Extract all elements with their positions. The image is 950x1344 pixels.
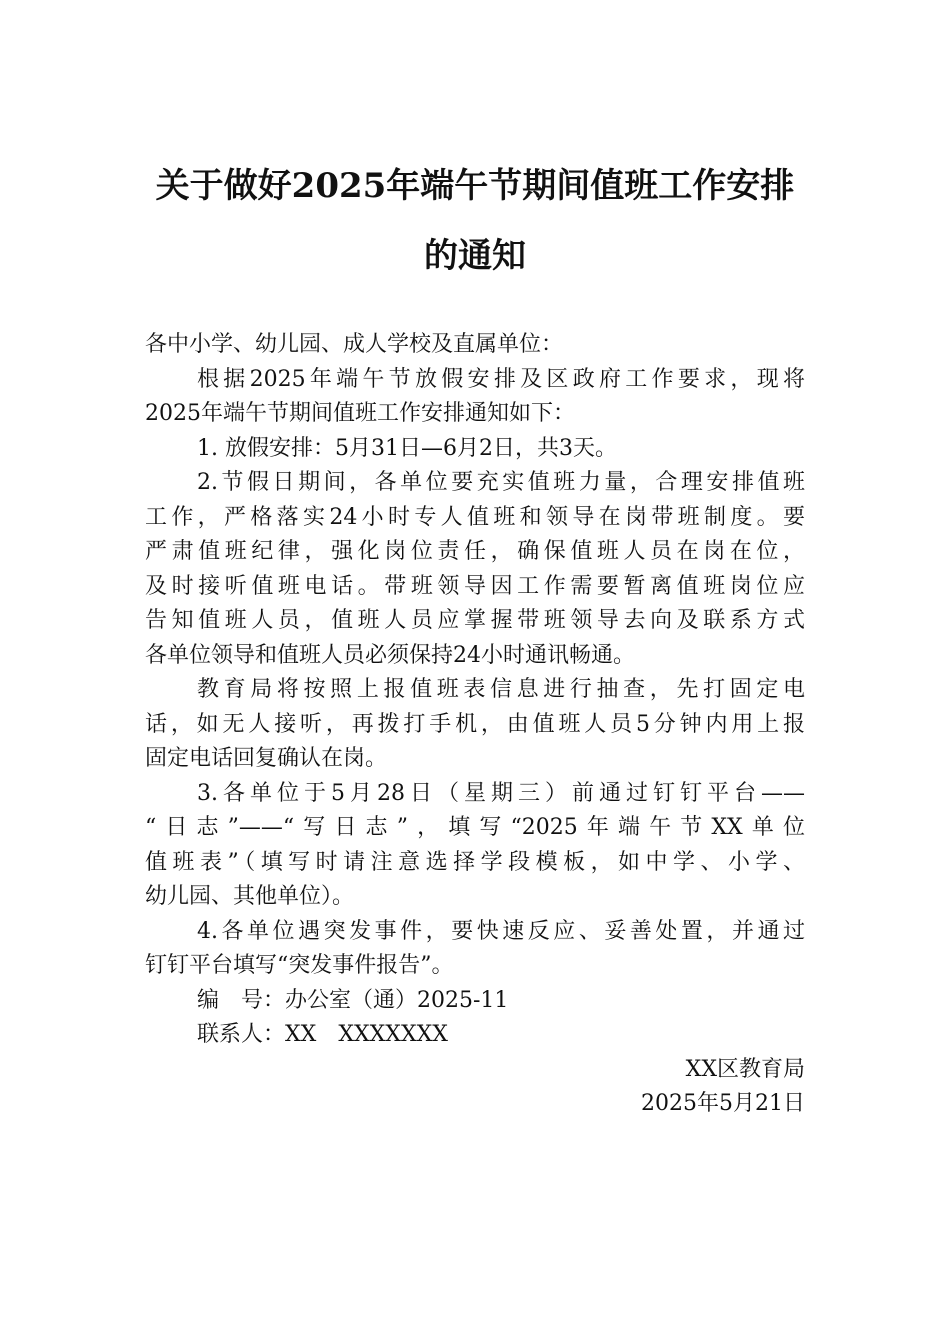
- paragraph-line: 话，如无人接听，再拨打手机，由值班人员5分钟内用上报: [145, 711, 805, 737]
- paragraph-line: 工作，严格落实24小时专人值班和领导在岗带班制度。要: [145, 504, 805, 530]
- paragraph-line: 3.各单位于5月28日（星期三）前通过钉钉平台——: [197, 780, 805, 806]
- document-body: [145, 328, 805, 1122]
- paragraph-line: 教育局将按照上报值班表信息进行抽查，先打固定电: [197, 677, 805, 702]
- paragraph-line: 根据2025年端午节放假安排及区政府工作要求，现将: [197, 366, 805, 392]
- paragraph-line: 值班表”（填写时请注意选择学段模板，如中学、小学、: [145, 849, 805, 875]
- paragraph-line: “日志”——“写日志”，填写“2025年端午节XX单位: [145, 815, 805, 840]
- issuer: XX区教育局: [685, 1056, 805, 1082]
- paragraph-line: 严肃值班纪律，强化岗位责任，确保值班人员在岗在位，: [145, 539, 805, 564]
- paragraph-line: 各单位领导和值班人员必须保持24小时通讯畅通。: [145, 642, 635, 668]
- paragraph-line: 4.各单位遇突发事件，要快速反应、妥善处置，并通过: [197, 918, 805, 944]
- paragraph-line: 幼儿园、其他单位）。: [145, 884, 355, 909]
- paragraph-line: 告知值班人员，值班人员应掌握带班领导去向及联系方式: [145, 608, 805, 633]
- contact-person: 联系人：XX XXXXXXX: [197, 1022, 448, 1047]
- salutation: 各中小学、幼儿园、成人学校及直属单位：: [145, 332, 564, 357]
- document-title-line-2: 的通知: [424, 236, 526, 276]
- paragraph-line: 及时接听值班电话。带班领导因工作需要暂离值班岗位应: [145, 573, 805, 599]
- paragraph-line: 1. 放假安排：5月31日—6月2日，共3天。: [197, 435, 617, 461]
- issue-date: 2025年5月21日: [641, 1091, 805, 1116]
- document-number: 编 号：办公室（通）2025-11: [197, 987, 509, 1013]
- paragraph-line: 2.节假日期间，各单位要充实值班力量，合理安排值班: [197, 470, 805, 495]
- paragraph-line: 钉钉平台填写“突发事件报告”。: [145, 953, 454, 978]
- paragraph-line: 固定电话回复确认在岗。: [145, 746, 388, 771]
- document-title-line-1: 关于做好2025年端午节期间值班工作安排: [155, 166, 795, 206]
- paragraph-line: 2025年端午节期间值班工作安排通知如下：: [145, 401, 575, 426]
